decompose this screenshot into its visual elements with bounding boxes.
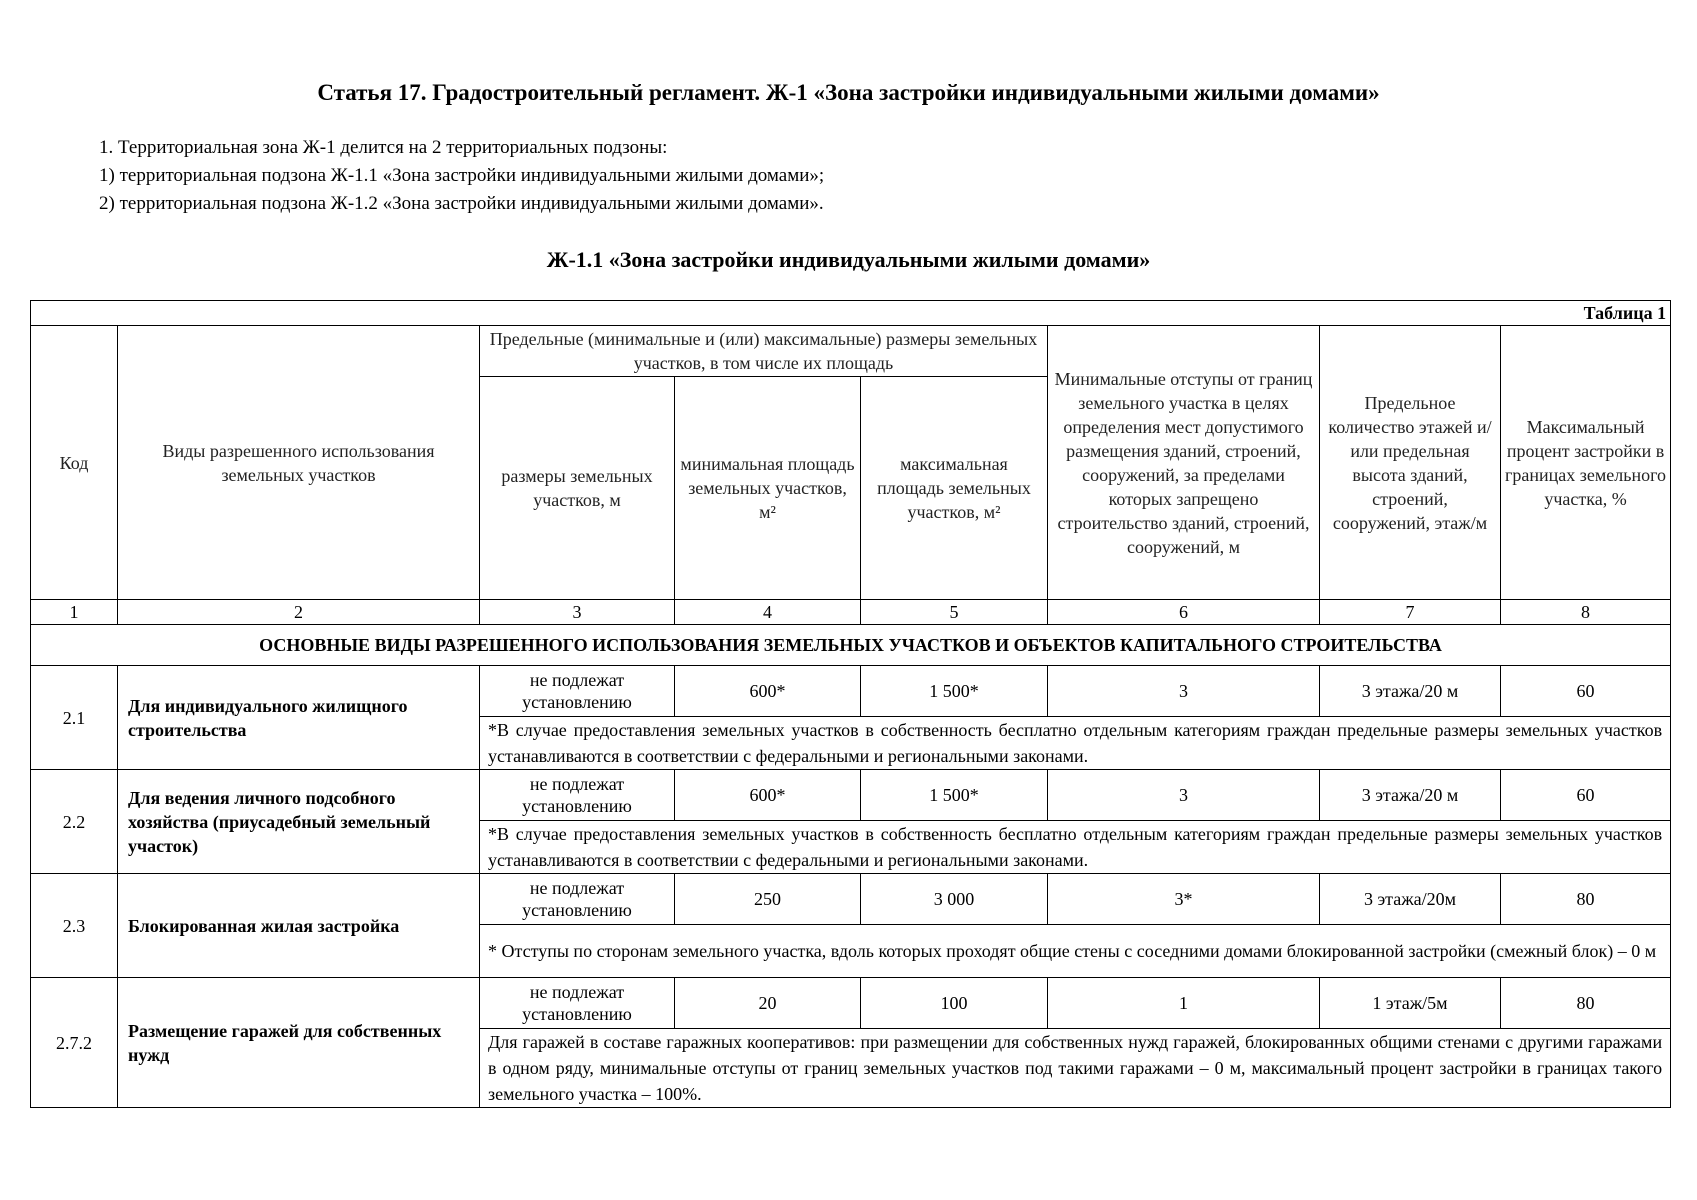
column-number: 6 — [1048, 600, 1320, 625]
row-floors: 3 этажа/20 м — [1320, 666, 1501, 717]
row-floors: 3 этажа/20м — [1320, 874, 1501, 925]
header-code: Код — [31, 326, 118, 600]
row-use-name: Размещение гаражей для собственных нужд — [118, 978, 480, 1108]
row-min-area: 20 — [675, 978, 861, 1029]
row-plot-size: не подлежат установлению — [480, 666, 675, 717]
row-min-area: 600* — [675, 666, 861, 717]
section-title: ОСНОВНЫЕ ВИДЫ РАЗРЕШЕННОГО ИСПОЛЬЗОВАНИЯ ЗЕМЕЛЬНЫХ УЧАСТКОВ И ОБЪЕКТОВ КАПИТАЛЬНОГО СТРОИТЕЛЬСТВА — [31, 625, 1671, 666]
row-note — [480, 1029, 1671, 1108]
intro-line: 1) территориальная подзона Ж-1.1 «Зона застройки индивидуальными жилыми домами»; — [99, 165, 825, 186]
table-row — [31, 874, 1671, 925]
column-number: 7 — [1320, 600, 1501, 625]
row-note — [480, 925, 1671, 978]
header-coverage: Максимальный процент застройки в границах земельного участка, % — [1501, 326, 1671, 600]
header-floors: Предельное количество этажей и/или предельная высота зданий, строений, сооружений, этаж/м — [1320, 326, 1501, 600]
row-coverage: 60 — [1501, 666, 1671, 717]
table-row — [31, 666, 1671, 717]
intro-paragraph — [99, 134, 824, 218]
column-number: 1 — [31, 600, 118, 625]
row-note — [480, 821, 1671, 874]
row-max-area: 1 500* — [861, 770, 1048, 821]
row-floors: 1 этаж/5м — [1320, 978, 1501, 1029]
header-min-area: минимальная площадь земельных участков, м² — [675, 377, 861, 600]
row-min-area: 600* — [675, 770, 861, 821]
row-code: 2.1 — [31, 666, 118, 770]
row-max-area: 1 500* — [861, 666, 1048, 717]
row-coverage: 80 — [1501, 978, 1671, 1029]
header-max-area: максимальная площадь земельных участков, м² — [861, 377, 1048, 600]
intro-line: 1. Территориальная зона Ж-1 делится на 2 территориальных подзоны: — [99, 137, 668, 158]
row-code: 2.7.2 — [31, 978, 118, 1108]
row-plot-size: не подлежат установлению — [480, 978, 675, 1029]
row-note — [480, 717, 1671, 770]
row-max-area: 3 000 — [861, 874, 1048, 925]
header-plot-limits: Предельные (минимальные и (или) максимальные) размеры земельных участков, в том числе их площадь — [480, 326, 1048, 377]
row-note-text: Для гаражей в составе гаражных кооперативов: при размещении для собственных нужд гаражей, блокированных общими стенами с другими гаражами в одном ряду, минимальные отступы от границ земельных участков под такими гаражами – 0 м, максимальный процент застройки в границах такого земельного участка – 100%. — [488, 1032, 1663, 1104]
row-plot-size: не подлежат установлению — [480, 874, 675, 925]
header-plot-size: размеры земельных участков, м — [480, 377, 675, 600]
subzone-title: Ж-1.1 «Зона застройки индивидуальными жилыми домами» — [546, 247, 1151, 272]
row-setback: 3* — [1048, 874, 1320, 925]
row-code: 2.3 — [31, 874, 118, 978]
row-coverage: 60 — [1501, 770, 1671, 821]
row-coverage: 80 — [1501, 874, 1671, 925]
row-min-area: 250 — [675, 874, 861, 925]
row-use-name: Для индивидуального жилищного строительства — [118, 666, 480, 770]
row-setback: 1 — [1048, 978, 1320, 1029]
row-note-text: *В случае предоставления земельных участков в собственность бесплатно отдельным категориям граждан предельные размеры земельных участков устанавливаются в соответствии с федеральными и региональными законами. — [488, 824, 1663, 870]
row-setback: 3 — [1048, 666, 1320, 717]
row-plot-size: не подлежат установлению — [480, 770, 675, 821]
row-floors: 3 этажа/20 м — [1320, 770, 1501, 821]
column-number: 2 — [118, 600, 480, 625]
regulation-table — [30, 300, 1671, 1108]
table-row — [31, 978, 1671, 1029]
row-setback: 3 — [1048, 770, 1320, 821]
row-max-area: 100 — [861, 978, 1048, 1029]
row-code: 2.2 — [31, 770, 118, 874]
header-setbacks: Минимальные отступы от границ земельного участка в целях определения мест допустимого размещения зданий, строений, сооружений, за пределами которых запрещено строительство зданий, строений, сооружений, м — [1048, 326, 1320, 600]
table-row — [31, 770, 1671, 821]
column-number: 4 — [675, 600, 861, 625]
page-title: Статья 17. Градостроительный регламент. Ж-1 «Зона застройки индивидуальными жилыми домами» — [317, 80, 1380, 105]
intro-line: 2) территориальная подзона Ж-1.2 «Зона застройки индивидуальными жилыми домами». — [99, 193, 824, 214]
column-number: 5 — [861, 600, 1048, 625]
row-use-name: Блокированная жилая застройка — [118, 874, 480, 978]
column-number: 3 — [480, 600, 675, 625]
column-number: 8 — [1501, 600, 1671, 625]
row-use-name: Для ведения личного подсобного хозяйства (приусадебный земельный участок) — [118, 770, 480, 874]
table-caption: Таблица 1 — [31, 301, 1671, 326]
row-note-text: * Отступы по сторонам земельного участка, вдоль которых проходят общие стены с соседними домами блокированной застройки (смежный блок) – 0 м — [488, 941, 1657, 961]
row-note-text: *В случае предоставления земельных участков в собственность бесплатно отдельным категориям граждан предельные размеры земельных участков устанавливаются в соответствии с федеральными и региональными законами. — [488, 720, 1663, 766]
header-use-types: Виды разрешенного использования земельных участков — [118, 326, 480, 600]
